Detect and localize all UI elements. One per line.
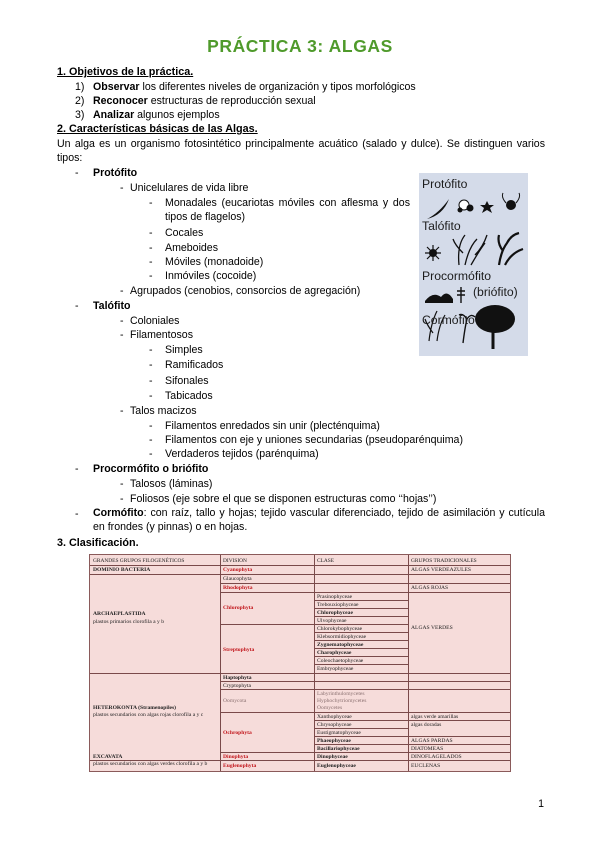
figure-label-briofito: (briófito) [473,285,518,299]
inmoviles-label: Inmóviles (cocoide) [165,270,257,282]
class-klebsormidiophyceae: Klebsormidiophyceae [317,634,367,640]
cocales-label: Cocales [165,227,204,239]
group-archaeplastida: ARCHAEPLASTIDA [93,611,146,617]
group-archaeplastida-desc: plastos primarios clorofila a y b [93,619,164,625]
trad-diatomeas: DIATOMEAS [411,746,444,752]
class-chlorokybophyceae: Chlorokybophyceae [317,626,363,632]
class-ulvophyceae: Ulvophyceae [317,618,347,624]
moss-icon [457,287,465,303]
division-chlorophyta: Chlorophyta [223,605,254,611]
division-ochrophyta: Ochrophyta [223,730,252,736]
class-xanthophyceae: Xanthophyceae [317,714,352,720]
moviles-label: Móviles (monadoide) [165,256,264,268]
figure-label-protofito: Protófito [422,177,468,191]
procormofito-label: Procormófito o briófito [93,463,209,475]
division-haptophyta: Haptophyta [223,675,252,681]
tabicados-label: Tabicados [165,390,213,402]
division-cyanophyta: Cyanophyta [223,567,253,573]
bullet-dash: - [120,182,124,194]
trad-verdes: ALGAS VERDES [411,625,453,631]
table-header: DIVISION [223,558,247,564]
bullet-dash: - [149,359,153,371]
sifonales-label: Sifonales [165,375,209,387]
bullet-dash: - [149,390,153,402]
liverwort-icon [425,293,453,303]
foliosos-label: Foliosos (eje sobre el que se disponen estructuras como ‘‘hojas’’) [130,493,437,505]
class-chlorophyceae: Chlorophyceae [317,610,353,616]
class-chrysophyceae: Chrysophyceae [317,722,352,728]
bullet-dash: - [120,405,124,417]
objective-2-num: 2) [75,95,85,107]
unicelulares-label: Unicelulares de vida libre [130,182,249,194]
class-bacillariophyceae: Bacillariophyceae [317,746,360,752]
trad-euclenas: EUCLENAS [411,763,441,769]
class-charophyceae: Charophyceae [317,650,352,656]
class-hyphochytriomycetes: Hyphochytriomycetes [317,698,367,704]
bullet-dash: - [149,256,153,268]
bullet-dash: - [120,493,124,505]
objective-3: Analizar algunos ejemplos [93,109,220,121]
table-header: GRUPOS TRADICIONALES [411,558,477,564]
ameboides-label: Ameboides [165,242,218,254]
bullet-dash: - [149,242,153,254]
cormofito-text: Cormófito: con raíz, tallo y hojas; tejido vascular diferenciado, tejido de asimilación y cutícula en frondes (y pinnas) o en hojas. [93,507,545,533]
class-euglenophyceae: Euglenophyceae [317,763,356,769]
bullet-dash: - [149,375,153,387]
bullet-dash: - [149,197,153,209]
filamentosos-label: Filamentosos [130,329,193,341]
trad-verdeazules: ALGAS VERDEAZULES [411,567,472,573]
class-prasinophyceae: Prasinophyceae [317,594,353,600]
group-excavata-desc: plastos secundarios con algas verdes clorofila a y b [93,761,208,767]
plectenquima-label: Filamentos enredados sin unir (plecténquima) [165,420,380,432]
section-1-heading: 1. Objetivos de la práctica. [57,66,194,78]
group-heterokonta: HETEROKONTA (Stramenopiles) [93,705,177,711]
bullet-dash: - [120,285,124,297]
class-eustigmatophyceae: Eustigmatophyceae [317,730,361,736]
plant-illustrations [419,173,528,356]
objective-2: Reconocer estructuras de reproducción sexual [93,95,316,107]
group-bacteria: DOMINIO BACTERIA [93,567,151,573]
objective-3-num: 3) [75,109,85,121]
class-coleochaetophyceae: Coleochaetophyceae [317,658,364,664]
division-cryptophyta: Cryptophyta [223,683,251,689]
division-rhodophyta: Rhodophyta [223,585,253,591]
bullet-dash: - [149,448,153,460]
division-dinophyta: Dinophyta [223,754,249,760]
protofito-label: Protófito [93,167,138,179]
bullet-dash: - [149,420,153,432]
division-oomycota: Oomycota [223,698,247,704]
section-2-heading: 2. Características básicas de las Algas. [57,123,258,135]
bullet-dash: - [149,344,153,356]
bullet-dash: - [149,434,153,446]
section-2-intro: Un alga es un organismo fotosintético principalmente acuático (salado y dulce). Se distinguen varios tipos: [57,138,545,164]
pseudoparenquima-label: Filamentos con eje y uniones secundarias (pseudoparénquima) [165,434,463,446]
trad-dinoflagelados: DINOFLAGELADOS [411,754,462,760]
classification-table [89,554,511,772]
bullet-dash: - [75,463,79,475]
trad-rojas: ALGAS ROJAS [411,585,449,591]
bullet-dash: - [149,270,153,282]
algae-types-figure [419,173,528,356]
bullet-dash: - [149,227,153,239]
monadales-text: Monadales (eucariotas móviles con aflesma y dos tipos de flagelos) [165,197,410,223]
figure-label-cormofito: Cormófito [422,313,475,327]
bullet-dash: - [75,300,79,312]
page-number: 1 [538,798,544,810]
objective-1-num: 1) [75,81,85,93]
trad-pardas: ALGAS PARDAS [411,738,453,744]
trad-doradas: algas doradas [411,722,442,728]
table-header: CLASE [317,558,335,564]
bullet-dash: - [120,315,124,327]
objective-1: Observar los diferentes niveles de organización y tipos morfológicos [93,81,416,93]
class-phaeophyceae: Phaeophyceae [317,738,351,744]
page-title: PRÁCTICA 3: ALGAS [207,36,393,56]
table-header: GRANDES GRUPOS FILOGENÉTICOS [93,558,185,564]
group-excavata: EXCAVATA [93,754,123,760]
agrupados-label: Agrupados (cenobios, consorcios de agregación) [130,285,361,297]
talofito-label: Talófito [93,300,131,312]
class-oomycetes: Oomycetes [317,705,343,711]
tree-crown-icon [475,305,515,333]
division-streptophyta: Streptophyta [223,647,255,653]
bullet-dash: - [120,329,124,341]
division-glaucophyta: Glaucophyta [223,576,252,582]
ramificados-label: Ramificados [165,359,224,371]
class-zygnematophyceae: Zygnematophyceae [317,642,364,648]
simples-label: Simples [165,344,203,356]
class-labyrinthulomycetes: Labyrinthulomycetes [317,691,365,697]
bullet-dash: - [120,478,124,490]
class-embryophyceae: Embryophyceae [317,666,354,672]
figure-label-talofito: Talófito [422,219,461,233]
group-heterokonta-desc: plastos secundarios con algas rojas clorofila a y c [93,712,204,718]
division-euglenophyta: Euglenophyta [223,763,257,769]
class-dinophyceae: Dinophyceae [317,754,348,760]
coloniales-label: Coloniales [130,315,180,327]
class-trebouxiophyceae: Trebouxiophyceae [317,602,359,608]
figure-label-procormofito: Procormófito [422,269,492,283]
trad-verde-amarillas: algas verde amarillas [411,714,459,720]
bullet-dash: - [75,508,79,520]
talosos-label: Talosos (láminas) [130,478,213,490]
bullet-dash: - [75,167,79,179]
section-3-heading: 3. Clasificación. [57,537,139,549]
macizos-label: Talos macizos [130,405,197,417]
parenquima-label: Verdaderos tejidos (parénquima) [165,448,319,460]
